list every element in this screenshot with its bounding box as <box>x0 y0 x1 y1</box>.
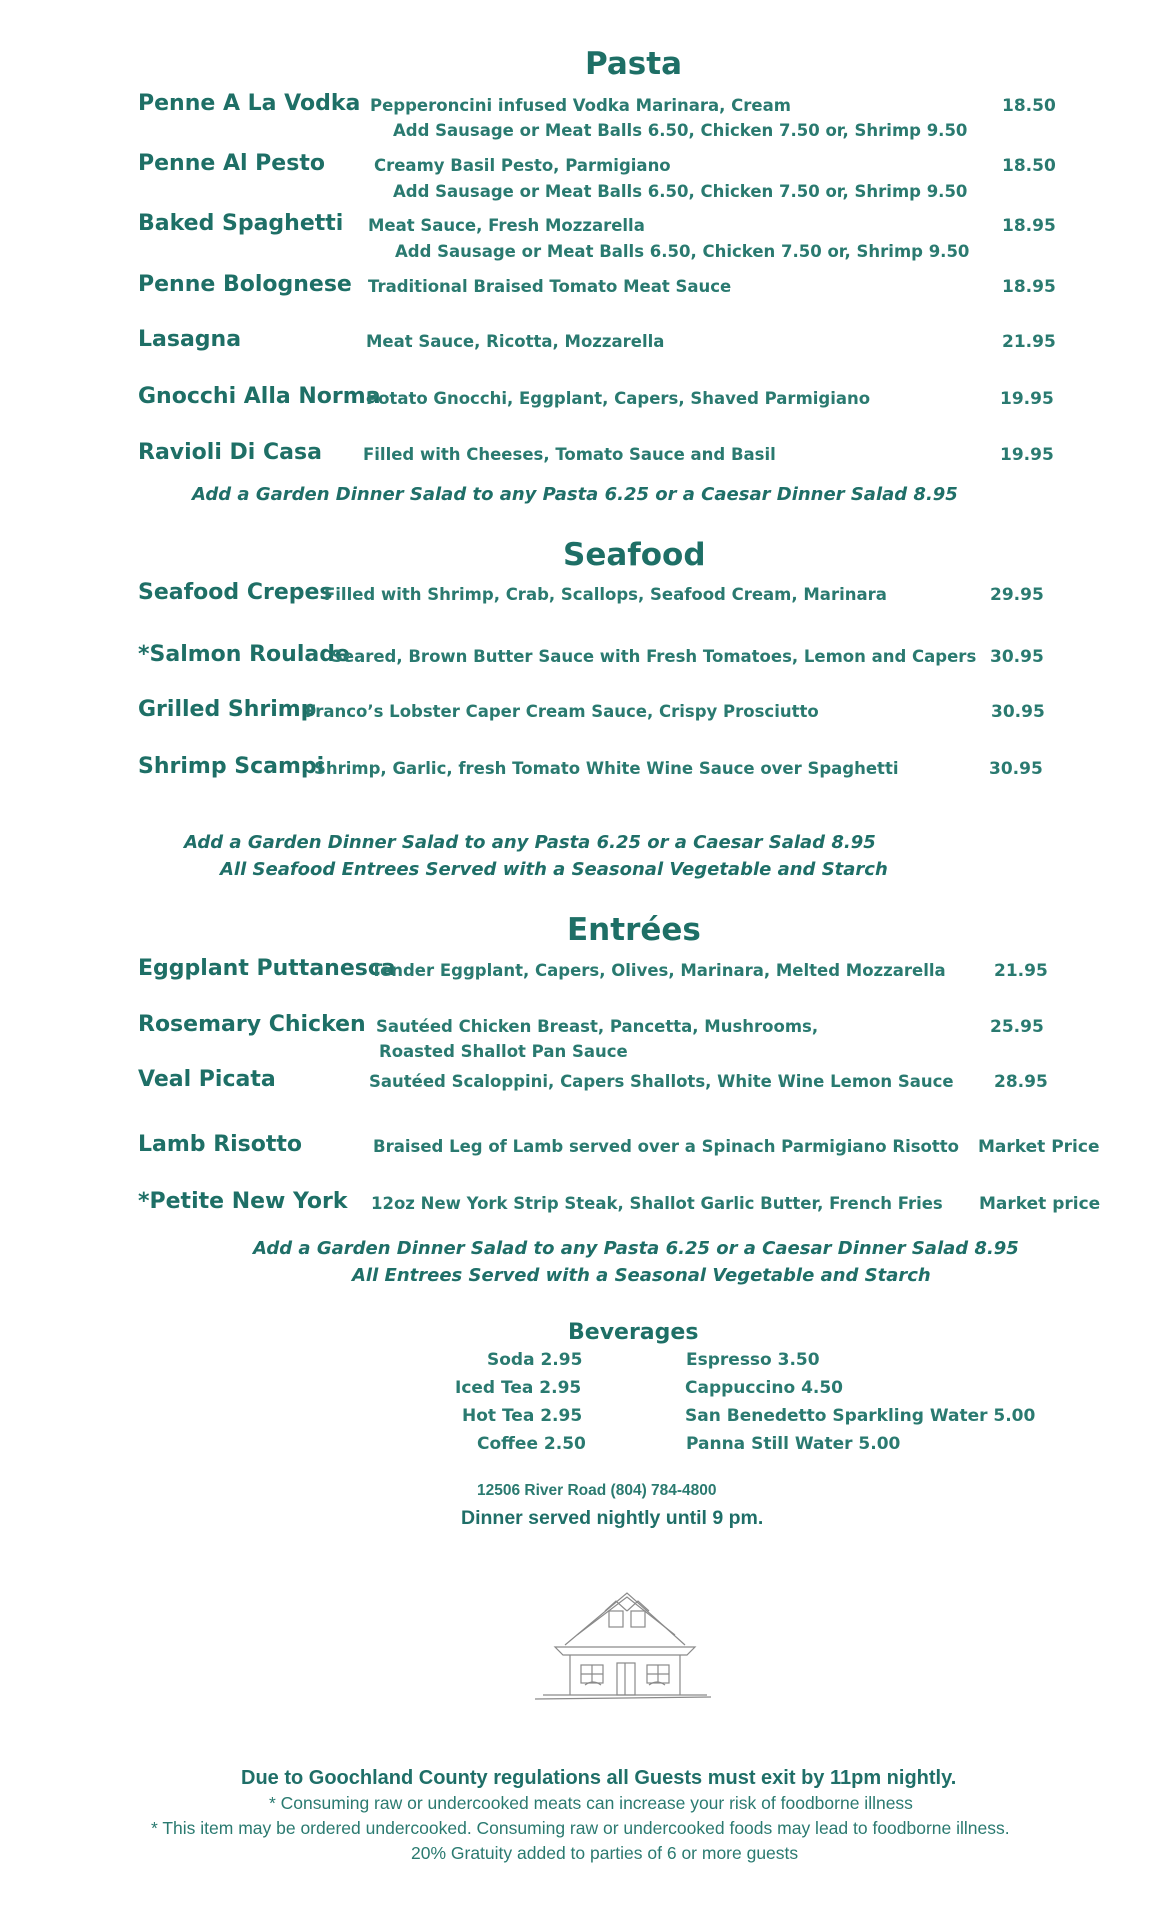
menu-item-desc: Franco’s Lobster Caper Cream Sauce, Crispy Prosciutto <box>305 702 819 721</box>
pasta-note: Add a Garden Dinner Salad to any Pasta 6.25 or a Caesar Dinner Salad 8.95 <box>192 484 958 505</box>
pasta-heading: Pasta <box>585 46 682 82</box>
menu-item-price: 25.95 <box>990 1017 1044 1037</box>
menu-item-name: Lamb Risotto <box>138 1132 303 1157</box>
menu-item-desc: Potato Gnocchi, Eggplant, Capers, Shaved Parmigiano <box>366 389 871 408</box>
menu-item-desc: Traditional Braised Tomato Meat Sauce <box>368 277 732 296</box>
gratuity-notice: 20% Gratuity added to parties of 6 or more guests <box>411 1843 799 1863</box>
menu-item-addon: Add Sausage or Meat Balls 6.50, Chicken 7.50 or, Shrimp 9.50 <box>393 182 968 201</box>
menu-item-desc: Filled with Shrimp, Crab, Scallops, Seafood Cream, Marinara <box>324 585 887 604</box>
menu-item-name: Seafood Crepes <box>138 580 333 605</box>
seafood-heading: Seafood <box>563 537 706 573</box>
menu-item-price: 30.95 <box>991 702 1045 722</box>
menu-item-desc: Pepperoncini infused Vodka Marinara, Cream <box>370 96 791 115</box>
food-warning: * Consuming raw or undercooked meats can increase your risk of foodborne illness <box>269 1793 913 1813</box>
menu-item-addon: Add Sausage or Meat Balls 6.50, Chicken 7.50 or, Shrimp 9.50 <box>395 242 970 261</box>
entrees-heading: Entrées <box>567 912 701 948</box>
menu-item-name: Veal Picata <box>138 1067 276 1092</box>
menu-item-price: 21.95 <box>994 961 1048 981</box>
entrees-note: Add a Garden Dinner Salad to any Pasta 6.25 or a Caesar Dinner Salad 8.95 <box>253 1238 1019 1259</box>
menu-item-name: Eggplant Puttanesca <box>138 956 396 981</box>
entrees-note: All Entrees Served with a Seasonal Vegetable and Starch <box>352 1265 931 1286</box>
menu-item-desc: Sautéed Chicken Breast, Pancetta, Mushrooms, <box>376 1017 819 1036</box>
menu-item-name: Penne A La Vodka <box>138 91 361 116</box>
menu-item-name: Grilled Shrimp <box>138 697 317 722</box>
beverage-item: Coffee 2.50 <box>477 1434 586 1454</box>
menu-item-addon: Add Sausage or Meat Balls 6.50, Chicken 7.50 or, Shrimp 9.50 <box>393 121 968 140</box>
menu-item-price: 18.95 <box>1002 216 1056 236</box>
beverage-item: Soda 2.95 <box>487 1350 583 1370</box>
seafood-note: Add a Garden Dinner Salad to any Pasta 6.25 or a Caesar Salad 8.95 <box>184 832 876 853</box>
menu-item-price: 18.95 <box>1002 277 1056 297</box>
menu-item-price: 19.95 <box>1000 445 1054 465</box>
menu-item-desc: Meat Sauce, Fresh Mozzarella <box>368 216 645 235</box>
menu-item-desc: Shrimp, Garlic, fresh Tomato White Wine Sauce over Spaghetti <box>314 759 899 778</box>
menu-item-name: Gnocchi Alla Norma <box>138 384 381 409</box>
menu-item-desc: Meat Sauce, Ricotta, Mozzarella <box>366 332 665 351</box>
beverage-item: Panna Still Water 5.00 <box>686 1434 901 1454</box>
dinner-hours: Dinner served nightly until 9 pm. <box>461 1507 764 1529</box>
beverage-item: Cappuccino 4.50 <box>685 1378 844 1398</box>
menu-item-price: 30.95 <box>989 759 1043 779</box>
menu-item-name: Lasagna <box>138 327 242 352</box>
menu-item-name: Shrimp Scampi <box>138 754 325 779</box>
menu-item-desc: Tender Eggplant, Capers, Olives, Marinara, Melted Mozzarella <box>371 961 946 980</box>
restaurant-address: 12506 River Road (804) 784-4800 <box>477 1482 717 1499</box>
menu-item-price: 19.95 <box>1000 389 1054 409</box>
seafood-note: All Seafood Entrees Served with a Seasonal Vegetable and Starch <box>220 859 888 880</box>
menu-item-price: 29.95 <box>990 585 1044 605</box>
menu-item-name: Penne Al Pesto <box>138 151 325 176</box>
menu-item-name: Penne Bolognese <box>138 272 352 297</box>
menu-item-price: Market price <box>979 1194 1101 1214</box>
menu-item-desc: Creamy Basil Pesto, Parmigiano <box>374 156 671 175</box>
beverage-item: Hot Tea 2.95 <box>462 1406 583 1426</box>
menu-item-price: 28.95 <box>994 1072 1048 1092</box>
regulation-notice: Due to Goochland County regulations all Guests must exit by 11pm nightly. <box>241 1767 957 1789</box>
beverage-item: San Benedetto Sparkling Water 5.00 <box>685 1406 1036 1426</box>
menu-item-price: 30.95 <box>990 647 1044 667</box>
menu-item-price: 18.50 <box>1002 156 1056 176</box>
beverages-heading: Beverages <box>568 1320 699 1345</box>
menu-item-name: *Salmon Roulade <box>138 642 350 667</box>
menu-item-price: Market Price <box>978 1137 1100 1157</box>
menu-item-price: 21.95 <box>1002 332 1056 352</box>
menu-item-desc: 12oz New York Strip Steak, Shallot Garlic Butter, French Fries <box>371 1194 943 1213</box>
menu-item-desc: Seared, Brown Butter Sauce with Fresh Tomatoes, Lemon and Capers <box>331 647 977 666</box>
house-sketch-icon <box>535 1585 715 1710</box>
menu-item-desc: Braised Leg of Lamb served over a Spinach Parmigiano Risotto <box>373 1137 960 1156</box>
beverage-item: Espresso 3.50 <box>686 1350 820 1370</box>
undercooked-disclaimer: * This item may be ordered undercooked. Consuming raw or undercooked foods may lead to foodborne illness. <box>151 1818 1010 1838</box>
menu-item-price: 18.50 <box>1002 96 1056 116</box>
menu-item-name: Rosemary Chicken <box>138 1012 366 1037</box>
menu-item-desc: Roasted Shallot Pan Sauce <box>379 1042 628 1061</box>
menu-item-name: Ravioli Di Casa <box>138 440 322 465</box>
menu-item-name: Baked Spaghetti <box>138 211 344 236</box>
menu-item-name: *Petite New York <box>138 1189 348 1214</box>
menu-item-desc: Sautéed Scaloppini, Capers Shallots, White Wine Lemon Sauce <box>369 1072 954 1091</box>
beverage-item: Iced Tea 2.95 <box>455 1378 582 1398</box>
menu-item-desc: Filled with Cheeses, Tomato Sauce and Basil <box>363 445 776 464</box>
